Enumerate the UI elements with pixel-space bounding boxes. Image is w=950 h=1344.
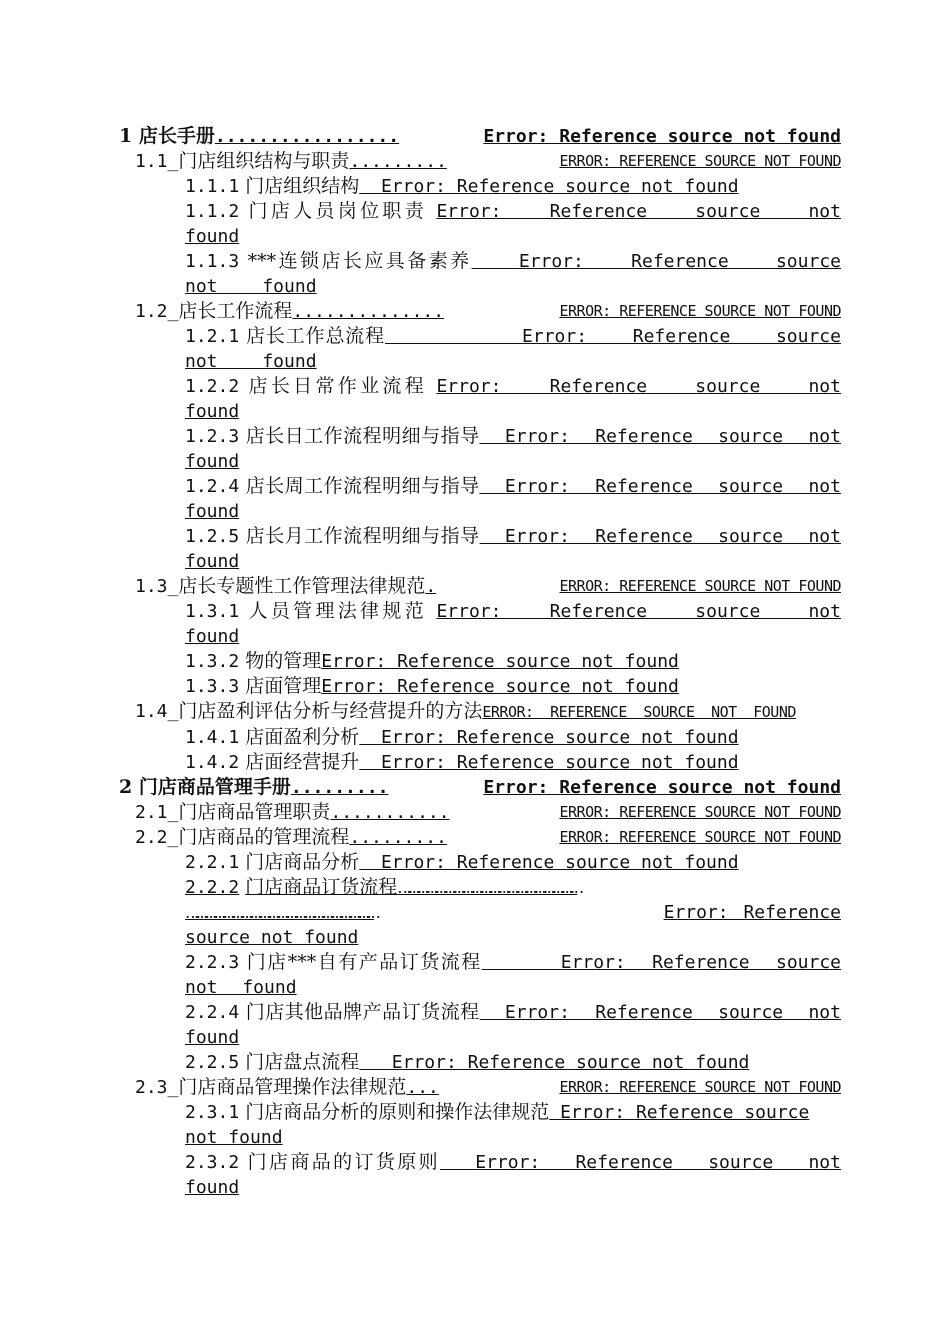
reference-error: ERROR: REFERENCE SOURCE NOT FOUND xyxy=(559,152,841,170)
entry-number: 2.2.2 xyxy=(185,877,240,898)
toc-entry-level2[interactable] xyxy=(135,800,841,825)
entry-title: 门店组织结构与职责 xyxy=(178,150,350,172)
reference-error: Error: Reference source not found xyxy=(483,777,841,798)
entry-title: 门店商品管理手册 xyxy=(138,776,291,798)
toc-entry-level3[interactable] xyxy=(185,1100,841,1150)
reference-error: Error: Reference source not found xyxy=(321,676,679,697)
entry-title: 店长周工作流程明细与指导 xyxy=(245,475,480,497)
entry-title: 门店商品管理职责 xyxy=(178,801,331,823)
entry-title: 店长日工作流程明细与指导 xyxy=(245,425,480,447)
entry-number: 1.3.2 xyxy=(185,651,240,672)
toc-entry-level3[interactable] xyxy=(185,1150,841,1200)
entry-number: 1.1.3 xyxy=(185,251,240,272)
entry-title: 店长工作流程 xyxy=(178,300,293,322)
entry-number: 1.2.5 xyxy=(185,526,240,547)
reference-error: Error: Reference source not found xyxy=(483,126,841,147)
entry-number: 1.3.1 xyxy=(185,601,240,622)
entry-number: 1.4.1 xyxy=(185,727,240,748)
reference-error: ERROR: REFERENCE SOURCE NOT FOUND xyxy=(559,1078,841,1096)
toc-entry-level3[interactable] xyxy=(185,750,841,775)
reference-error: Error: Reference source not found xyxy=(185,201,841,247)
toc-entry-level1[interactable] xyxy=(119,775,841,800)
reference-error: Error: Reference source not found xyxy=(185,526,841,572)
reference-error: ERROR: REFERENCE SOURCE NOT FOUND xyxy=(559,828,841,846)
entry-number: 1.2.3 xyxy=(185,426,240,447)
toc-entry-level2[interactable] xyxy=(135,699,841,725)
entry-title: 门店商品订货流程 xyxy=(245,876,398,898)
entry-title: 店长手册 xyxy=(138,125,215,147)
toc-entry-level3[interactable] xyxy=(185,674,841,699)
reference-error: Error: Reference source not found xyxy=(185,601,841,647)
leader-dots: ................. xyxy=(214,126,400,147)
entry-number: 2.2.4 xyxy=(185,1002,240,1023)
reference-error-part: source not found xyxy=(185,927,359,948)
entry-title: ***连锁店长应具备素养 xyxy=(247,250,472,272)
toc-entry-level3[interactable] xyxy=(185,474,841,524)
toc-entry-level3[interactable] xyxy=(185,199,841,249)
entry-number: 1 xyxy=(119,125,133,147)
entry-title: 店面管理 xyxy=(245,675,322,697)
toc-entry-level3[interactable] xyxy=(185,950,841,1000)
entry-title: 门店商品分析 xyxy=(245,851,360,873)
toc-entry-level3[interactable] xyxy=(185,424,841,474)
toc-entry-level3[interactable] xyxy=(185,725,841,750)
entry-title: 门店商品的管理流程 xyxy=(178,826,350,848)
toc-entry-level3[interactable] xyxy=(185,524,841,574)
reference-error: Error: Reference source not found xyxy=(380,752,739,773)
leader-dots: ......... xyxy=(349,827,447,848)
toc-entry-level3[interactable] xyxy=(185,174,841,199)
reference-error: Error: Reference source not found xyxy=(185,1002,841,1048)
entry-number: 2.2.5 xyxy=(185,1052,240,1073)
entry-number: 1.2.2 xyxy=(185,376,240,397)
toc-entry-level3[interactable] xyxy=(185,599,841,649)
entry-title: 店面经营提升 xyxy=(245,751,360,773)
entry-number: 1.2.4 xyxy=(185,476,240,497)
reference-error: Error: Reference source not found xyxy=(185,376,841,422)
entry-title: 店长日常作业流程 xyxy=(248,375,428,397)
reference-error: ERROR: REFERENCE SOURCE NOT FOUND xyxy=(559,302,841,320)
reference-error: Error: Reference source not found xyxy=(185,1102,810,1148)
entry-title: 门店商品分析的原则和操作法律规范 xyxy=(245,1101,550,1123)
toc-entry-level3[interactable] xyxy=(185,649,841,674)
reference-error: Error: Reference source not found xyxy=(391,1052,750,1073)
entry-number: 2.2_ xyxy=(135,827,179,848)
entry-number: 2.2.3 xyxy=(185,952,240,973)
leader-dots: . xyxy=(425,576,437,597)
reference-error: Error: Reference source not found xyxy=(185,426,841,472)
entry-title: 门店其他品牌产品订货流程 xyxy=(245,1001,480,1023)
toc-entry-level3[interactable] xyxy=(185,324,841,374)
entry-title: 店长专题性工作管理法律规范 xyxy=(178,575,426,597)
toc-entry-level2[interactable] xyxy=(135,299,841,324)
reference-error: Error: Reference source not found xyxy=(185,1152,841,1198)
leader-dots: ... xyxy=(406,1077,439,1098)
table-of-contents xyxy=(0,124,950,1200)
entry-number: 1.2.1 xyxy=(185,326,240,347)
reference-error: Error: Reference source not found xyxy=(185,952,841,998)
entry-number: 1.1.1 xyxy=(185,176,240,197)
entry-number: 2.3.1 xyxy=(185,1102,240,1123)
toc-entry-level2[interactable] xyxy=(135,825,841,850)
entry-title: 物的管理 xyxy=(245,650,322,672)
reference-error: ERROR: REFERENCE SOURCE NOT FOUND xyxy=(559,577,841,595)
entry-title: 门店组织结构 xyxy=(245,175,360,197)
toc-entry-level3[interactable] xyxy=(185,1000,841,1050)
entry-number: 2.1_ xyxy=(135,802,179,823)
reference-error: Error: Reference source not found xyxy=(185,326,841,372)
entry-title: 门店商品管理操作法律规范 xyxy=(178,1076,407,1098)
entry-number: 2.3.2 xyxy=(185,1152,240,1173)
leader-dots: ......... xyxy=(290,777,389,798)
toc-entry-level3[interactable] xyxy=(185,249,841,299)
reference-error-part: Error: Reference xyxy=(658,900,841,925)
entry-number: 2.3_ xyxy=(135,1077,179,1098)
toc-entry-level3[interactable] xyxy=(185,1050,841,1075)
toc-entry-level2[interactable] xyxy=(135,574,841,599)
entry-title: 门店盈利评估分析与经营提升的方法 xyxy=(178,700,483,722)
toc-entry-level2[interactable] xyxy=(135,1075,841,1100)
entry-number: 1.1_ xyxy=(135,151,179,172)
entry-title: 门店***自有产品订货流程 xyxy=(246,951,482,973)
reference-error: Error: Reference source not found xyxy=(185,476,841,522)
leader-dots: ........... xyxy=(330,802,450,823)
entry-number: 1.4_ xyxy=(135,701,179,722)
toc-entry-level3-continuation[interactable] xyxy=(185,925,841,950)
entry-number: 1.3.3 xyxy=(185,676,240,697)
toc-entry-level3[interactable] xyxy=(185,875,841,900)
entry-title: 人员管理法律规范 xyxy=(248,600,428,622)
entry-number: 1.1.2 xyxy=(185,201,240,222)
reference-error: Error: Reference source not found xyxy=(380,727,739,748)
entry-title: 门店盘点流程 xyxy=(245,1051,360,1073)
entry-number: 1.3_ xyxy=(135,576,179,597)
reference-error: Error: Reference source not found xyxy=(380,176,739,197)
entry-title: 店长月工作流程明细与指导 xyxy=(245,525,480,547)
entry-number: 1.4.2 xyxy=(185,752,240,773)
entry-number: 1.2_ xyxy=(135,301,179,322)
toc-entry-level3[interactable] xyxy=(185,374,841,424)
reference-error: ERROR: REFERENCE SOURCE NOT FOUND xyxy=(559,803,841,821)
entry-number: 2.2.1 xyxy=(185,852,240,873)
entry-title: 店面盈利分析 xyxy=(245,726,360,748)
reference-error: Error: Reference source not found xyxy=(185,251,841,297)
entry-number: 2 xyxy=(119,776,133,798)
reference-error: Error: Reference source not found xyxy=(380,852,739,873)
leader-dots: ……………………………………………………… xyxy=(185,903,374,922)
entry-title: 店长工作总流程 xyxy=(246,325,385,347)
reference-error: Error: Reference source not found xyxy=(321,651,679,672)
reference-error: ERROR: REFERENCE SOURCE NOT FOUND xyxy=(482,703,796,721)
leader-dots: ......... xyxy=(349,151,447,172)
toc-entry-level3[interactable] xyxy=(185,850,841,875)
toc-entry-level2[interactable] xyxy=(135,149,841,174)
entry-title: 门店商品的订货原则 xyxy=(247,1151,441,1173)
toc-entry-level3-continuation[interactable] xyxy=(185,900,841,925)
entry-title: 门店人员岗位职责 xyxy=(248,200,428,222)
leader-dots: …………………………………………………… xyxy=(397,878,578,897)
leader-dots: .............. xyxy=(292,301,445,322)
toc-entry-level1[interactable] xyxy=(119,124,841,149)
